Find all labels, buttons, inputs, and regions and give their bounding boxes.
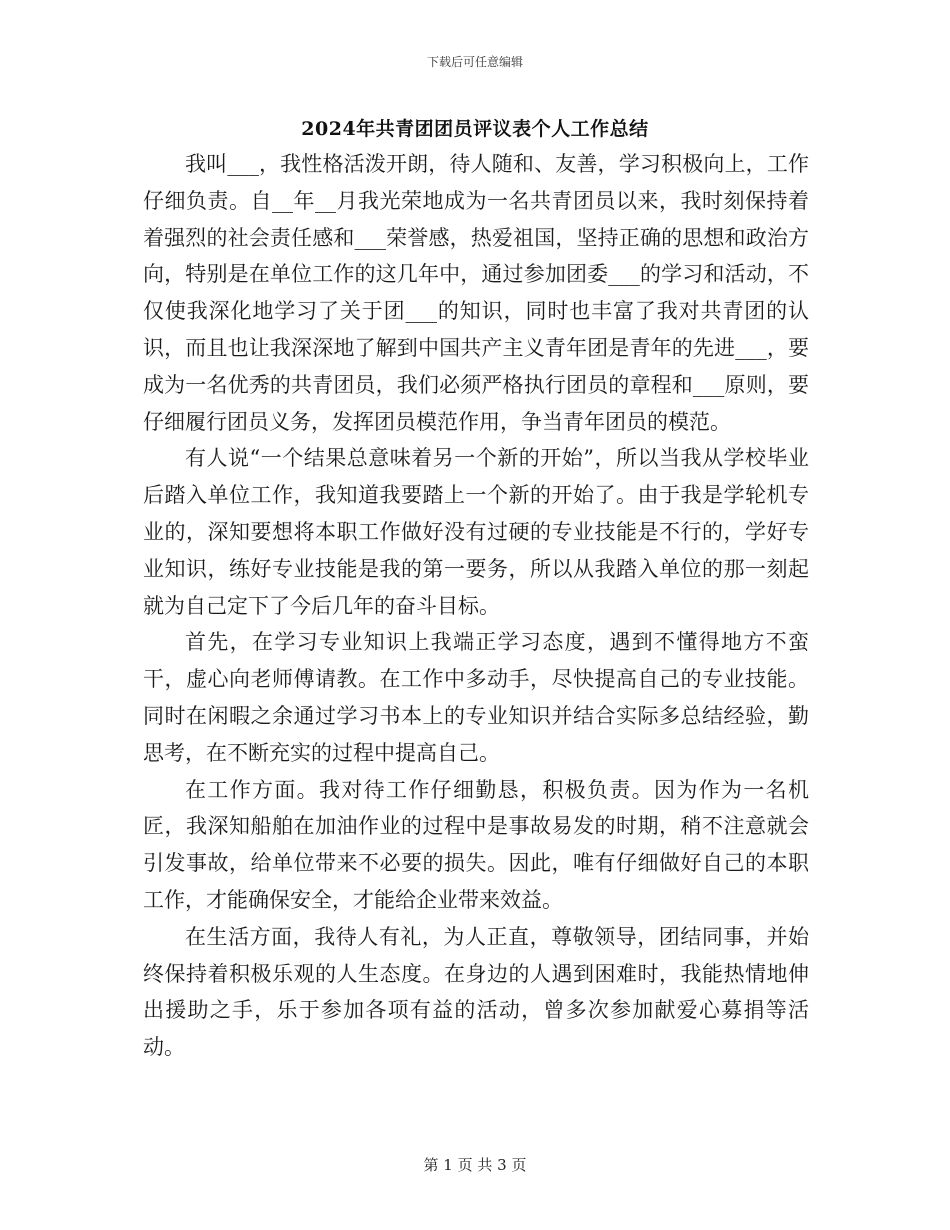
- header-note: 下载后可任意编辑: [426, 55, 523, 69]
- paragraph-2: 有人说“一个结果总意味着另一个新的开始”，所以当我从学校毕业后踏入单位工作，我知道我要踏上一个新的开始了。由于我是学轮机专业的，深知要想将本职工作做好没有过硬的专业技能是不行的，学好专业知识，练好专业技能是我的第一要务，所以从我踏入单位的那一刻起就为自己定下了今后几年的奋斗目标。: [143, 446, 809, 618]
- paragraph-5: 在生活方面，我待人有礼，为人正直，尊敬领导，团结同事，并始终保持着积极乐观的人生态度。在身边的人遇到困难时，我能热情地伸出援助之手，乐于参加各项有益的活动，曾多次参加献爱心募捐等活动。: [143, 924, 809, 1060]
- document-title: 2024年共青团团员评议表个人工作总结: [301, 118, 649, 140]
- page-footer: 第 1 页 共 3 页: [423, 1156, 527, 1174]
- paragraph-4: 在工作方面。我对待工作仔细勤恳，积极负责。因为作为一名机匠，我深知船舶在加油作业的过程中是事故易发的时期，稍不注意就会引发事故，给单位带来不必要的损失。因此，唯有仔细做好自己的本职工作，才能确保安全，才能给企业带来效益。: [143, 777, 809, 912]
- document-body: [143, 146, 809, 1066]
- paragraph-1: 我叫___，我性格活泼开朗，待人随和、友善，学习积极向上，工作仔细负责。自__年__月我光荣地成为一名共青团员以来，我时刻保持着着强烈的社会责任感和___荣誉感，热爱祖国，坚持正确的思想和政治方向，特别是在单位工作的这几年中，通过参加团委___的学习和活动，不仅使我深化地学习了关于团___的知识，同时也丰富了我对共青团的认识，而且也让我深深地了解到中国共产主义青年团是青年的先进___，要成为一名优秀的共青团员，我们必须严格执行团员的章程和___原则，要仔细履行团员义务，发挥团员模范作用，争当青年团员的模范。: [143, 152, 809, 434]
- paragraph-3: 首先，在学习专业知识上我端正学习态度，遇到不懂得地方不蛮干，虚心向老师傅请教。在工作中多动手，尽快提高自己的专业技能。同时在闲暇之余通过学习书本上的专业知识并结合实际多总结经验，勤思考，在不断充实的过程中提高自己。: [143, 630, 809, 765]
